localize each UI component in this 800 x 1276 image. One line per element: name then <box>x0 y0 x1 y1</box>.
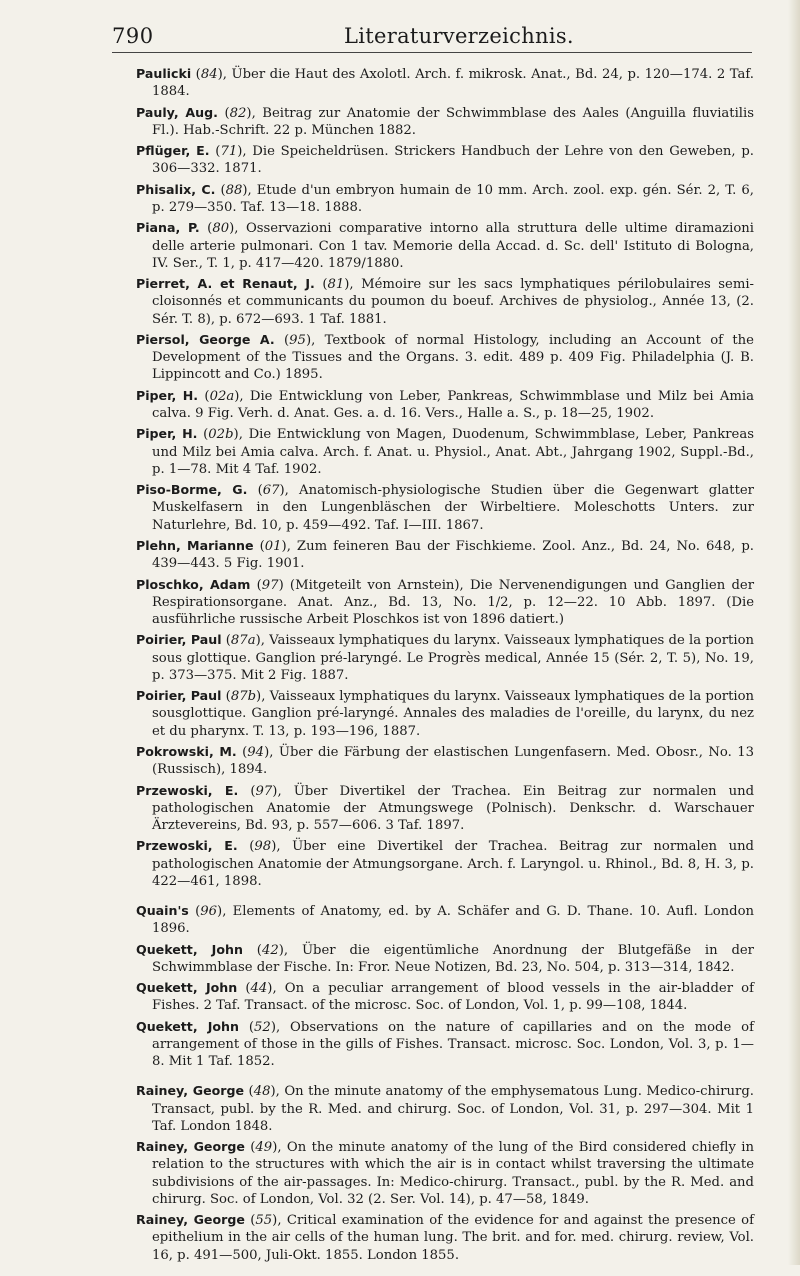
entry-author: Piersol, George A. <box>136 331 275 347</box>
entry-citation: , Osservazioni comparative intorno alla struttura delle ultime diramazioni delle arterie pulmonari. Con 1 tav. Memorie della Accad. d. Sc. dell' Istituto di Bologna, IV. Ser., T. 1, p. 417—420. 1879/1880. <box>152 221 755 271</box>
entry-year-ref: 02a <box>209 388 235 404</box>
entry-year-ref: 52 <box>254 1019 271 1035</box>
entry-citation: , On a peculiar arrangement of blood vessels in the air-bladder of Fishes. 2 Taf. Transact. of the microsc. Soc. of London, Vol. 1, p. 99—108, 1844. <box>152 981 754 1014</box>
entry-citation: , Die Entwicklung von Magen, Duodenum, Schwimmblase, Leber, Pankreas und Milz bei Amia calva. Arch. f. Anat. u. Physiol., Anat. Abt., Jahrgang 1902, Suppl.-Bd., p. 1—78. Mit 4 Taf. 1902. <box>152 427 754 477</box>
bibliography-entry: Poirier, Paul (87a), Vaisseaux lymphatiques du larynx. Vaisseaux lymphatiques de la portion sous glottique. Ganglion pré-laryngé. Le Progrès medical, Année 15 (Sér. 2, T. 5), No. 19, p. 373—375. Mit 2 Fig. 1887. <box>136 632 755 683</box>
page-number: 790 <box>112 24 154 48</box>
entry-author: Przewoski, E. <box>136 782 239 798</box>
bibliography-entry: Piper, H. (02b), Die Entwicklung von Magen, Duodenum, Schwimmblase, Leber, Pankreas und Milz bei Amia calva. Arch. f. Anat. u. Physiol., Anat. Abt., Jahrgang 1902, Suppl.-Bd., p. 1—78. Mit 4 Taf. 1902. <box>136 426 754 477</box>
entry-year-ref: 55 <box>255 1213 273 1229</box>
entry-year-ref: 48 <box>253 1084 271 1100</box>
entry-citation: , On the minute anatomy of the lung of the Bird considered chiefly in relation to the structures with which the air is in contact whilst traversing the ultimate subdivisions of the air-passages. In: Medico-chirurg. Transact., publ. by the R. Med. and chirurg. Soc. of London, Vol. 32 (2. Ser. Vol. 14), p. 47—58, 1849. <box>152 1140 754 1207</box>
entry-year-ref: 88 <box>225 182 243 198</box>
entry-author: Quain's <box>136 902 189 918</box>
bibliography-entry: Plehn, Marianne (01), Zum feineren Bau der Fischkieme. Zool. Anz., Bd. 24, No. 648, p. 439—443. 5 Fig. 1901. <box>136 537 754 572</box>
bibliography-list <box>136 65 754 1276</box>
entry-year-ref: 84 <box>200 67 218 82</box>
entry-citation: , On the minute anatomy of the emphysematous Lung. Medico-chirurg. Transact, publ. by the R. Med. and chirurg. Soc. of London, Vol. 31, p. 297—304. Mit 1 Taf. London 1848. <box>152 1084 754 1134</box>
bibliography-entry: Rainey, George (49), On the minute anatomy of the lung of the Bird considered chiefly in relation to the structures with which the air is in contact whilst traversing the ultimate subdivisions of the air-passages. In: Medico-chirurg. Transact., publ. by the R. Med. and chirurg. Soc. of London, Vol. 32 (2. Ser. Vol. 14), p. 47—58, 1849. <box>136 1139 754 1207</box>
entry-citation: , Critical examination of the evidence for and against the presence of epithelium in the air cells of the human lung. The brit. and for. med. chirurg. review, Vol. 16, p. 491—500, Juli-Okt. 1855. London 1855. <box>152 1213 754 1263</box>
entry-author: Pierret, A. et Renaut, J. <box>136 276 315 292</box>
entry-author: Paulicki <box>136 66 192 81</box>
entry-citation: , Die Entwicklung von Leber, Pankreas, Schwimmblase und Milz bei Amia calva. 9 Fig. Verh. d. Anat. Ges. a. d. 16. Vers., Halle a. S., p. 18—25, 1902. <box>152 388 754 421</box>
entry-year-ref: 82 <box>229 105 247 121</box>
bibliography-entry: Piersol, George A. (95), Textbook of normal Histology, including an Account of the Development of the Tissues and the Organs. 3. edit. 489 p. 409 Fig. Philadelphia (J. B. Lippincott and Co.) 1895. <box>136 331 754 383</box>
entry-citation: , Über die Färbung der elastischen Lungenfasern. Med. Obosr., No. 13 (Russisch), 1894. <box>152 744 755 778</box>
entry-author: Rainey, George <box>136 1083 245 1099</box>
entry-author: Przewoski, E. <box>136 838 238 854</box>
bibliography-entry: Ploschko, Adam (97) (Mitgeteilt von Arnstein), Die Nervenendigungen und Ganglien der Respirationsorgane. Anat. Anz., Bd. 13, No. 1/2, p. 12—22. 10 Abb. 1897. (Die ausführliche russische Arbeit Ploschkos ist von 1896 datiert.) <box>136 576 754 627</box>
entry-author: Piso-Borme, G. <box>136 482 248 498</box>
bibliography-entry: Pflüger, E. (71), Die Speicheldrüsen. Strickers Handbuch der Lehre von den Geweben, p. 306—332. 1871. <box>136 143 754 177</box>
entry-citation: , Observations on the nature of capillaries and on the mode of arrangement of those in the gills of Fishes. Transact. microsc. Soc. London, Vol. 3, p. 1—8. Mit 1 Taf. 1852. <box>152 1019 754 1070</box>
entry-year-ref: 02b <box>208 427 234 443</box>
entry-author: Pokrowski, M. <box>136 743 237 759</box>
bibliography-entry: Piso-Borme, G. (67), Anatomisch-physiologische Studien über die Gegenwart glatter Muskelfasern in den Lungenbläschen der Wirbeltiere. Moleschotts Unters. zur Naturlehre, Bd. 10, p. 459—492. Taf. I—III. 1867. <box>136 482 754 533</box>
entry-author: Poirier, Paul <box>136 688 222 704</box>
entry-year-ref: 98 <box>254 839 272 855</box>
bibliography-entry: Phisalix, C. (88), Etude d'un embryon humain de 10 mm. Arch. zool. exp. gén. Sér. 2, T. 6, p. 279—350. Taf. 13—18. 1888. <box>136 181 754 215</box>
entry-year-ref: 42 <box>261 942 279 958</box>
entry-citation: , Beitrag zur Anatomie der Schwimmblase des Aales (Anguilla fluviatilis Fl.). Hab.-Schrift. 22 p. München 1882. <box>152 105 754 138</box>
entry-author: Piper, H. <box>136 387 199 403</box>
entry-author: Rainey, George <box>136 1139 245 1155</box>
entry-author: Pauly, Aug. <box>136 104 218 120</box>
bibliography-entry: Poirier, Paul (87b), Vaisseaux lymphatiques du larynx. Vaisseaux lymphatiques de la portion sousglottique. Ganglion pré-laryngé. Annales des maladies de l'oreille, du larynx, du nez et du pharynx. T. 13, p. 193—196, 1887. <box>136 688 755 739</box>
letter-group <box>136 902 754 1070</box>
entry-year-ref: 80 <box>212 221 230 237</box>
entry-citation: , Über die Haut des Axolotl. Arch. f. mikrosk. Anat., Bd. 24, p. 120—174. 2 Taf. 1884. <box>152 67 754 100</box>
bibliography-entry: Quekett, John (44), On a peculiar arrangement of blood vessels in the air-bladder of Fishes. 2 Taf. Transact. of the microsc. Soc. of London, Vol. 1, p. 99—108, 1844. <box>136 980 754 1014</box>
bibliography-entry: Przewoski, E. (98), Über eine Divertikel der Trachea. Beitrag zur normalen und pathologischen Anatomie der Atmungsorgane. Arch. f. Laryngol. u. Rhinol., Bd. 8, H. 3, p. 422—461, 1898. <box>136 838 754 889</box>
entry-author: Piana, P. <box>136 220 200 236</box>
page-edge-shadow <box>788 0 800 1265</box>
bibliography-entry: Rainey, George (48), On the minute anatomy of the emphysematous Lung. Medico-chirurg. Transact, publ. by the R. Med. and chirurg. Soc. of London, Vol. 31, p. 297—304. Mit 1 Taf. London 1848. <box>136 1083 754 1134</box>
entry-author: Piper, H. <box>136 426 198 442</box>
entry-year-ref: 87b <box>230 689 257 705</box>
entry-citation: , Vaisseaux lymphatiques du larynx. Vaisseaux lymphatiques de la portion sous glottique. Ganglion pré-laryngé. Le Progrès medical, Année 15 (Sér. 2, T. 5), No. 19, p. 373—375. Mit 2 Fig. 1887. <box>152 633 755 683</box>
entry-citation: (Mitgeteilt von Arnstein), Die Nervenendigungen und Ganglien der Respirationsorgane. Anat. Anz., Bd. 13, No. 1/2, p. 12—22. 10 Abb. 1897. (Die ausführliche russische Arbeit Ploschkos ist von 1896 datiert.) <box>152 577 754 627</box>
entry-citation: , Anatomisch-physiologische Studien über die Gegenwart glatter Muskelfasern in den Lungenbläschen der Wirbeltiere. Moleschotts Unters. zur Naturlehre, Bd. 10, p. 459—492. Taf. I—III. 1867. <box>152 483 754 533</box>
bibliography-entry: Paulicki (84), Über die Haut des Axolotl. Arch. f. mikrosk. Anat., Bd. 24, p. 120—174. 2 Taf. 1884. <box>136 66 754 100</box>
entry-citation: , Elements of Anatomy, ed. by A. Schäfer and G. D. Thane. 10. Aufl. London 1896. <box>152 903 754 937</box>
bibliography-entry: Pierret, A. et Renaut, J. (81), Mémoire sur les sacs lymphatiques périlobulaires semi-cloisonnés et communicants du poumon du boeuf. Archives de physiolog., Année 13, (2. Sér. T. 8), p. 672—693. 1 Taf. 1881. <box>136 276 755 327</box>
entry-citation: , Zum feineren Bau der Fischkieme. Zool. Anz., Bd. 24, No. 648, p. 439—443. 5 Fig. 1901. <box>152 538 754 572</box>
bibliography-entry: Pauly, Aug. (82), Beitrag zur Anatomie der Schwimmblase des Aales (Anguilla fluviatilis Fl.). Hab.-Schrift. 22 p. München 1882. <box>136 104 754 138</box>
bibliography-entry: Rainey, George (55), Critical examination of the evidence for and against the presence of epithelium in the air cells of the human lung. The brit. and for. med. chirurg. review, Vol. 16, p. 491—500, Juli-Okt. 1855. London 1855. <box>136 1212 754 1263</box>
entry-author: Pflüger, E. <box>136 143 210 159</box>
bibliography-entry: Quekett, John (52), Observations on the nature of capillaries and on the mode of arrangement of those in the gills of Fishes. Transact. microsc. Soc. London, Vol. 3, p. 1—8. Mit 1 Taf. 1852. <box>136 1018 754 1070</box>
entry-year-ref: 71 <box>220 144 238 160</box>
bibliography-entry: Quekett, John (42), Über die eigentümliche Anordnung der Blutgefäße in der Schwimmblase der Fische. In: Fror. Neue Notizen, Bd. 23, No. 504, p. 313—314, 1842. <box>136 941 754 975</box>
entry-author: Poirier, Paul <box>136 632 222 648</box>
entry-citation: , Textbook of normal Histology, including an Account of the Development of the Tissues and the Organs. 3. edit. 489 p. 409 Fig. Philadelphia (J. B. Lippincott and Co.) 1895. <box>152 332 754 383</box>
entry-author: Rainey, George <box>136 1212 245 1228</box>
bibliography-entry: Pokrowski, M. (94), Über die Färbung der elastischen Lungenfasern. Med. Obosr., No. 13 (Russisch), 1894. <box>136 743 755 778</box>
entry-author: Quekett, John <box>136 941 243 957</box>
entry-citation: , Über eine Divertikel der Trachea. Beitrag zur normalen und pathologischen Anatomie der Atmungsorgane. Arch. f. Laryngol. u. Rhinol., Bd. 8, H. 3, p. 422—461, 1898. <box>152 839 754 889</box>
bibliography-entry: Quain's (96), Elements of Anatomy, ed. by A. Schäfer and G. D. Thane. 10. Aufl. London 1896. <box>136 902 754 937</box>
bibliography-entry: Piper, H. (02a), Die Entwicklung von Leber, Pankreas, Schwimmblase und Milz bei Amia calva. 9 Fig. Verh. d. Anat. Ges. a. d. 16. Vers., Halle a. S., p. 18—25, 1902. <box>136 387 754 421</box>
entry-citation: , Die Speicheldrüsen. Strickers Handbuch der Lehre von den Geweben, p. 306—332. 1871. <box>152 144 754 177</box>
entry-year-ref: 81 <box>327 277 345 293</box>
entry-year-ref: 49 <box>255 1140 273 1156</box>
entry-author: Ploschko, Adam <box>136 576 251 592</box>
entry-year-ref: 67 <box>262 483 280 499</box>
entry-author: Plehn, Marianne <box>136 537 254 553</box>
letter-group <box>136 65 754 890</box>
entry-author: Quekett, John <box>136 1018 239 1034</box>
running-title: Literaturverzeichnis. <box>344 24 574 48</box>
entry-citation: , Mémoire sur les sacs lymphatiques périlobulaires semi-cloisonnés et communicants du poumon du boeuf. Archives de physiolog., Année 13, (2. Sér. T. 8), p. 672—693. 1 Taf. 1881. <box>152 277 755 327</box>
entry-year-ref: 95 <box>289 332 306 348</box>
entry-year-ref: 44 <box>250 981 268 997</box>
entry-author: Phisalix, C. <box>136 181 216 197</box>
bibliography-entry: Przewoski, E. (97), Über Divertikel der Trachea. Ein Beitrag zur normalen und pathologischen Anatomie der Atmungswege (Polnisch). Denkschr. d. Warschauer Ärztevereins, Bd. 93, p. 557—606. 3 Taf. 1897. <box>136 782 755 833</box>
page-header <box>112 22 752 53</box>
entry-year-ref: 96 <box>200 903 218 919</box>
entry-year-ref: 94 <box>247 744 265 760</box>
entry-year-ref: 01 <box>264 538 282 554</box>
entry-citation: , Über Divertikel der Trachea. Ein Beitrag zur normalen und pathologischen Anatomie der Atmungswege (Polnisch). Denkschr. d. Warschauer Ärztevereins, Bd. 93, p. 557—606. 3 Taf. 1897. <box>152 783 755 833</box>
letter-group <box>136 1082 754 1263</box>
entry-author: Quekett, John <box>136 980 238 996</box>
entry-year-ref: 87a <box>230 633 256 649</box>
bibliography-entry: Piana, P. (80), Osservazioni comparative intorno alla struttura delle ultime diramazioni delle arterie pulmonari. Con 1 tav. Memorie della Accad. d. Sc. dell' Istituto di Bologna, IV. Ser., T. 1, p. 417—420. 1879/1880. <box>136 220 755 271</box>
entry-year-ref: 97 <box>255 783 273 799</box>
entry-citation: , Vaisseaux lymphatiques du larynx. Vaisseaux lymphatiques de la portion sousglottique. Ganglion pré-laryngé. Annales des maladies de l'oreille, du larynx, du nez et du pharynx. T. 13, p. 193—196, 1887. <box>152 689 755 739</box>
entry-citation: , Etude d'un embryon humain de 10 mm. Arch. zool. exp. gén. Sér. 2, T. 6, p. 279—350. Taf. 13—18. 1888. <box>152 182 754 215</box>
entry-year-ref: 97 <box>261 577 279 593</box>
entry-citation: , Über die eigentümliche Anordnung der Blutgefäße in der Schwimmblase der Fische. In: Fror. Neue Notizen, Bd. 23, No. 504, p. 313—314, 1842. <box>152 942 754 975</box>
